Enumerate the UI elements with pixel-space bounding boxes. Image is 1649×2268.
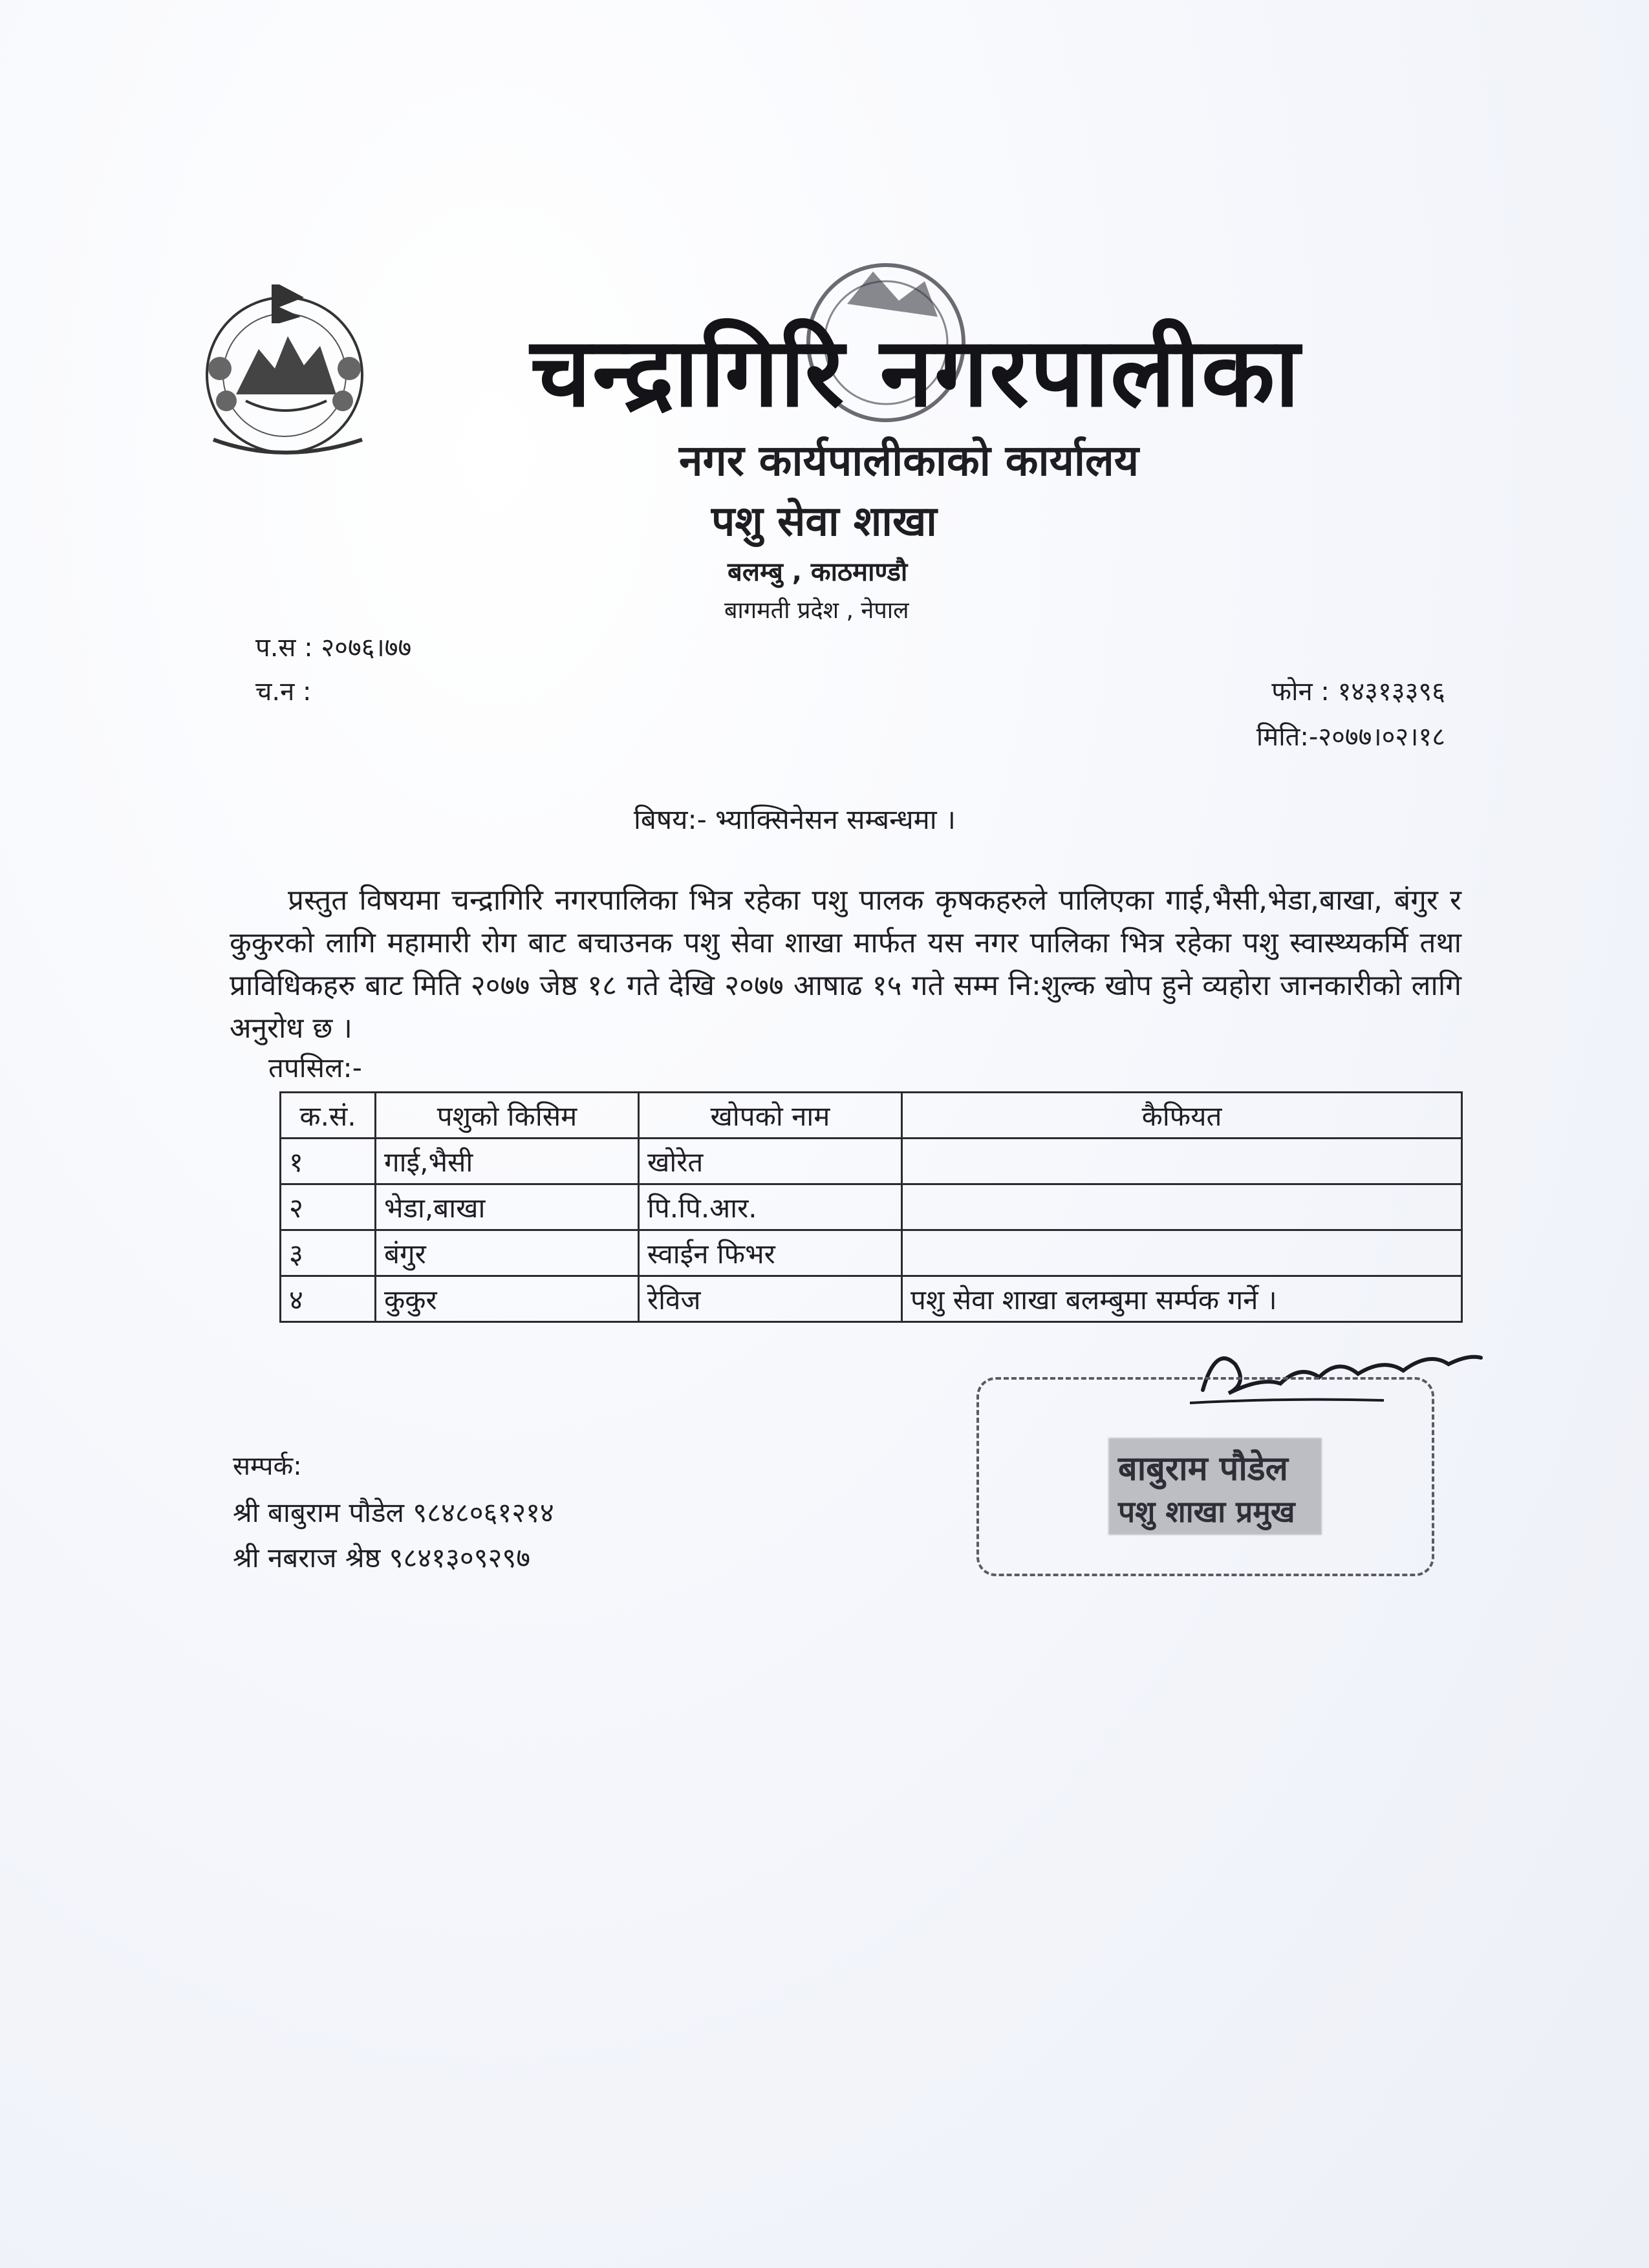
office-subtitle: नगर कार्यपालीकाको कार्यालय: [679, 436, 1139, 486]
reference-number: प.स : २०७६।७७: [255, 633, 412, 663]
cell-animal-type: बंगुर: [376, 1230, 639, 1276]
letter-subject: बिषय:- भ्याक्सिनेसन सम्बन्धमा ।: [634, 804, 956, 835]
table-row: [281, 1230, 1462, 1276]
cell-serial: १: [281, 1139, 376, 1184]
cell-serial: ३: [281, 1230, 376, 1276]
letter-body: प्रस्तुत विषयमा चन्द्रागिरि नगरपालिका भित्र रहेका पशु पालक कृषकहरुले पालिएका गाई,भैसी,भेडा,बाखा, बंगुर र कुकुरको लागि महामारी रोग बाट बचाउनक पशु सेवा शाखा मार्फत यस नगर पालिका भित्र रहेका पशु स्वास्थ्यकर्मि तथा प्राविधिकहरु बाट मिति २०७७ जेष्ठ १८ गते देखि २०७७ आषाढ १५ गते सम्म नि:शुल्क खोप हुने व्यहोरा जानकारीको लागि अनुरोध छ ।: [230, 884, 1461, 1045]
stamp-name: बाबुराम पौडेल: [1118, 1450, 1288, 1488]
address-line-1: बलम्बु , काठमाण्डौ: [727, 557, 908, 587]
cell-serial: ४: [281, 1276, 376, 1322]
cell-remarks: [902, 1184, 1462, 1230]
header-vaccine-name: खोपको नाम: [639, 1093, 902, 1139]
cell-remarks: [902, 1139, 1462, 1184]
table-header-row: [281, 1093, 1462, 1139]
header-serial: क.सं.: [281, 1093, 376, 1139]
office-title: चन्द्रागिरि नगरपालीका: [530, 317, 1301, 428]
cell-vaccine-name: पि.पि.आर.: [639, 1184, 902, 1230]
header-animal-type: पशुको किसिम: [376, 1093, 639, 1139]
cell-vaccine-name: रेविज: [639, 1276, 902, 1322]
letter-date: मिति:-२०७७।०२।१८: [1256, 722, 1445, 752]
cell-animal-type: कुकुर: [376, 1276, 639, 1322]
vaccination-table: [279, 1091, 1463, 1323]
phone-number: फोन : १४३१३३९६: [1271, 677, 1445, 707]
table-row: [281, 1139, 1462, 1184]
stamp-title: पशु शाखा प्रमुख: [1118, 1494, 1295, 1529]
table-row: [281, 1184, 1462, 1230]
details-label: तपसिल:-: [268, 1052, 362, 1084]
dispatch-number: च.न :: [255, 677, 312, 707]
cell-remarks: [902, 1230, 1462, 1276]
branch-name: पशु सेवा शाखा: [711, 498, 937, 546]
contact-label: सम्पर्क:: [233, 1451, 302, 1481]
cell-animal-type: भेडा,बाखा: [376, 1184, 639, 1230]
cell-animal-type: गाई,भैसी: [376, 1139, 639, 1184]
nepal-emblem-icon: [175, 272, 407, 465]
header-remarks: कैफियत: [902, 1093, 1462, 1139]
cell-serial: २: [281, 1184, 376, 1230]
cell-vaccine-name: खोरेत: [639, 1139, 902, 1184]
contact-item: श्री बाबुराम पौडेल ९८४८०६१२१४: [233, 1497, 554, 1528]
official-stamp: [976, 1377, 1434, 1576]
cell-remarks: पशु सेवा शाखा बलम्बुमा सर्म्पक गर्ने ।: [902, 1276, 1462, 1322]
cell-vaccine-name: स्वाईन फिभर: [639, 1230, 902, 1276]
table-row: [281, 1276, 1462, 1322]
contact-item: श्री नबराज श्रेष्ठ ९८४१३०९२९७: [233, 1542, 531, 1574]
address-line-2: बागमती प्रदेश , नेपाल: [724, 597, 909, 624]
